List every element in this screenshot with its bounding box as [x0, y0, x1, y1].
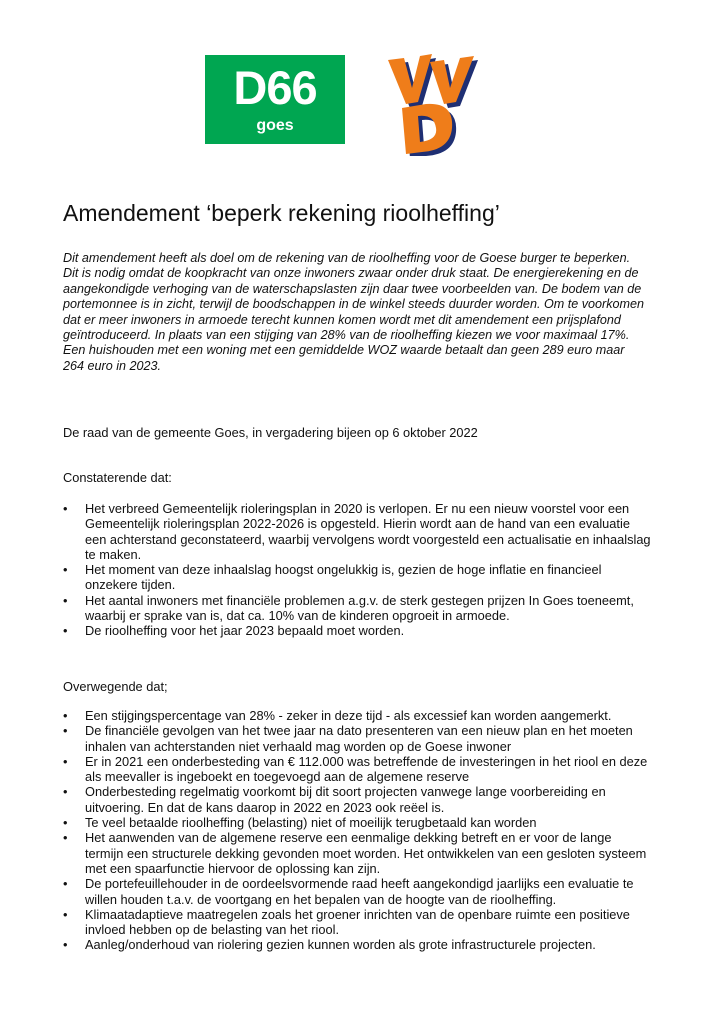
bullet-icon: •	[63, 708, 68, 723]
bullet-icon: •	[63, 937, 68, 953]
list-item-text: De portefeuillehouder in de oordeelsvormende raad heeft aangekondigd jaarlijks een evaluatie te willen houden t.a.v. de voortgang en het bepalen van de hoogte van de rioolheffing.	[85, 876, 634, 907]
list-item-text: Een stijgingspercentage van 28% - zeker in deze tijd - als excessief kan worden aangemerkt.	[85, 708, 612, 723]
list-item	[63, 593, 653, 624]
list-item	[63, 723, 653, 754]
list-item-text: Het verbreed Gemeentelijk rioleringsplan in 2020 is verlopen. Er nu een nieuw voorstel voor een Gemeentelijk rioleringsplan 2022-2026 is opgesteld. Hierin wordt aan de hand van een evaluatie een achterstand geconstateerd, waarbij vervolgens wordt voorgesteld een actualisatie en inhaalslag te maken.	[85, 501, 651, 562]
list-item	[63, 708, 653, 723]
d66-logo-text: D66	[233, 61, 317, 114]
list-item-text: Aanleg/onderhoud van riolering gezien kunnen worden als grote infrastructurele projecten.	[85, 937, 596, 953]
bullet-icon: •	[63, 784, 68, 800]
council-meeting-line: De raad van de gemeente Goes, in vergadering bijeen op 6 oktober 2022	[63, 425, 478, 440]
constaterende-heading: Constaterende dat:	[63, 470, 172, 485]
bullet-icon: •	[63, 623, 68, 639]
d66-logo-subtext: goes	[256, 117, 294, 134]
list-item-text: De rioolheffing voor het jaar 2023 bepaald moet worden.	[85, 623, 405, 639]
list-item-text: Het aantal inwoners met financiële problemen a.g.v. de sterk gestegen prijzen In Goes toeneemt, waarbij er sprake van is, dat ca. 10% van de kinderen opgroeit in armoede.	[85, 592, 634, 624]
bullet-icon: •	[63, 753, 68, 769]
d66-goes-logo	[205, 55, 345, 144]
list-item	[63, 784, 653, 815]
bullet-icon: •	[63, 876, 68, 892]
list-item	[63, 562, 653, 593]
constaterende-list	[63, 501, 653, 639]
list-item-text: De financiële gevolgen van het twee jaar na dato presenteren van een nieuw plan en het moeten inhalen van achterstanden niet verhaald mag worden op de Goese inwoner	[85, 723, 633, 754]
bullet-icon: •	[63, 501, 68, 516]
list-item	[63, 830, 653, 876]
list-item	[63, 754, 653, 785]
page-title: Amendement ‘beperk rekening rioolheffing’	[63, 200, 500, 226]
bullet-icon: •	[63, 906, 68, 922]
list-item	[63, 907, 653, 938]
list-item-text: Klimaatadaptieve maatregelen zoals het groener inrichten van de openbare ruimte een positieve invloed hebben op de belasting van het riool.	[85, 906, 630, 938]
bullet-icon: •	[63, 830, 68, 846]
list-item-text: Te veel betaalde rioolheffing (belasting) niet of moeilijk terugbetaald kan worden	[85, 815, 537, 831]
bullet-icon: •	[63, 592, 68, 608]
overwegende-heading: Overwegende dat;	[63, 679, 168, 694]
list-item	[63, 876, 653, 907]
list-item-text: Er in 2021 een onderbesteding van € 112.000 was betreffende de investeringen in het riool en deze als meevaller is ingeboekt en toegevoegd aan de algemene reserve	[85, 753, 648, 785]
list-item	[63, 501, 653, 562]
bullet-icon: •	[63, 723, 68, 739]
list-item	[63, 815, 653, 830]
list-item	[63, 623, 653, 638]
bullet-icon: •	[63, 562, 68, 578]
overwegende-list	[63, 708, 653, 953]
list-item-text: Het aanwenden van de algemene reserve een eenmalige dekking betreft en er voor de lange termijn een structurele dekking gevonden moet worden. Het ontwikkelen van een gesloten systeem met een spaarfunctie hiervoor de oplossing kan zijn.	[85, 830, 647, 876]
intro-paragraph: Dit amendement heeft als doel om de rekening van de rioolheffing voor de Goese burger te beperken. Dit is nodig omdat de koopkracht van onze inwoners zwaar onder druk staat. De energierekening en de aangekondigde verhoging van de waterschapslasten zijn daar twee voorbeelden van. De bodem van de portemonnee is in zicht, terwijl de boodschappen in de winkel steeds duurder worden. Om te voorkomen dat er meer inwoners in armoede terecht kunnen komen wordt met dit amendement een prijsplafond geïntroduceerd. In plaats van een stijging van 28% van de rioolheffing kiezen we voor maximaal 17%. Een huishouden met een woning met een gemiddelde WOZ waarde betaalt dan geen 289 euro maar 264 euro in 2023.	[63, 251, 645, 373]
list-item-text: Onderbesteding regelmatig voorkomt bij dit soort projecten vanwege lange voorbereiding en uitvoering. En dat de kans daarop in 2022 en 2023 ook reëel is.	[85, 784, 606, 815]
list-item-text: Het moment van deze inhaalslag hoogst ongelukkig is, gezien de hoge inflatie en financieel onzekere tijden.	[85, 562, 602, 593]
bullet-icon: •	[63, 815, 68, 831]
vvd-logo	[380, 50, 480, 156]
list-item	[63, 937, 653, 952]
